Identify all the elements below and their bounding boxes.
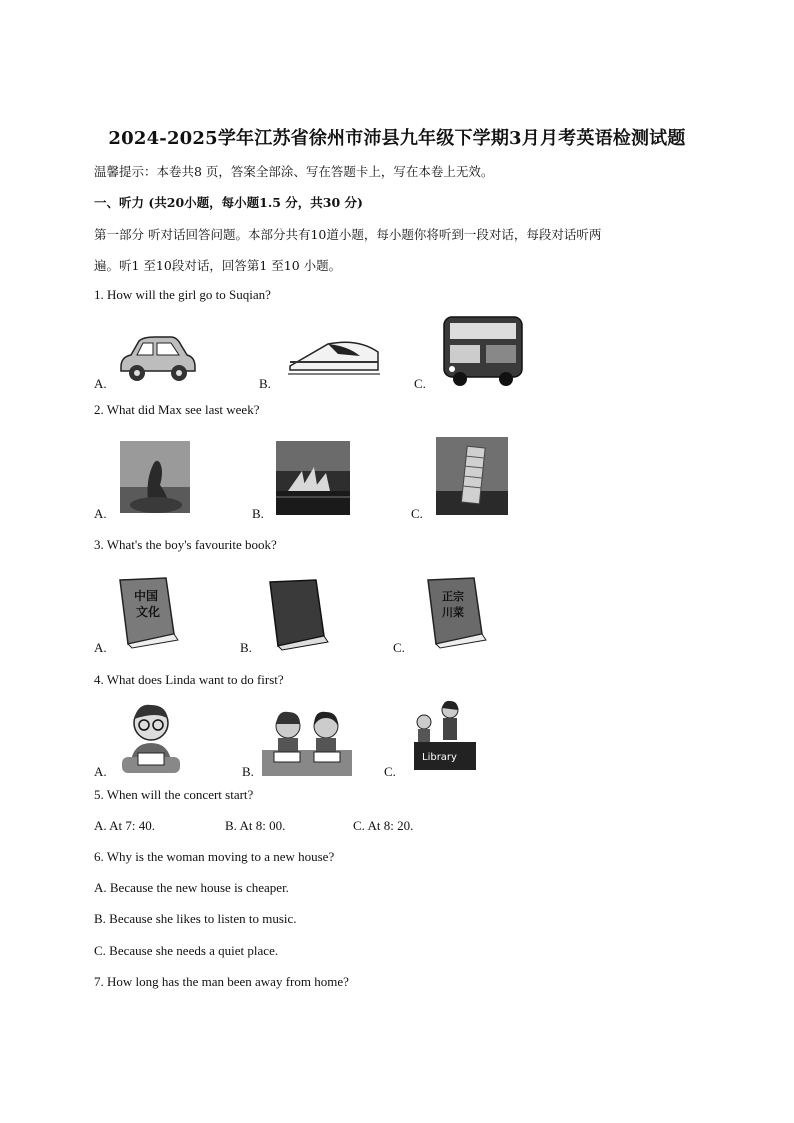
q6-option-a: A. Because the new house is cheaper.	[94, 880, 289, 895]
question-2: 2. What did Max see last week?	[94, 402, 260, 417]
train-icon	[288, 330, 380, 378]
q1-option-a-label: A.	[94, 376, 107, 391]
question-7: 7. How long has the man been away from home?	[94, 974, 349, 989]
svg-text:中国: 中国	[134, 589, 159, 603]
part1-instructions-line2: 遍。听1 至10段对话，回答第1 至10 小题。	[94, 258, 342, 273]
question-4: 4. What does Linda want to do first?	[94, 672, 284, 687]
section-heading-listening: 一、听力 (共20小题，每小题1.5 分，共30 分)	[94, 195, 363, 210]
page-title: 2024-2025学年江苏省徐州市沛县九年级下学期3月月考英语检测试题	[108, 128, 686, 149]
book-chinese-culture-icon	[112, 574, 182, 650]
question-3: 3. What's the boy's favourite book?	[94, 537, 277, 552]
q1-option-b-label: B.	[259, 376, 271, 391]
q2-option-c-label: C.	[411, 506, 423, 521]
statue-photo	[120, 441, 190, 513]
library-sign-text: Library	[422, 752, 457, 763]
q5-option-a: A. At 7: 40.	[94, 818, 156, 833]
book-dark-icon	[262, 576, 332, 652]
part1-instructions-line1: 第一部分 听对话回答问题。本部分共有10道小题，每小题你将听到一段对话，每段对话听两	[94, 227, 602, 242]
bus-icon	[440, 313, 526, 387]
car-icon	[115, 333, 197, 383]
q6-option-c: C. Because she needs a quiet place.	[94, 943, 279, 958]
svg-text:川菜: 川菜	[442, 606, 464, 619]
q2-option-b-label: B.	[252, 506, 264, 521]
q5-option-c: C. At 8: 20.	[353, 818, 414, 833]
kids-studying-icon	[262, 704, 352, 776]
q1-option-c-label: C.	[414, 376, 426, 391]
q3-option-b-label: B.	[240, 640, 252, 655]
question-6: 6. Why is the woman moving to a new house?	[94, 849, 335, 864]
q3-option-a-label: A.	[94, 640, 107, 655]
book-sichuan-cuisine-icon	[420, 574, 490, 650]
question-5: 5. When will the concert start?	[94, 787, 254, 802]
svg-text:文化: 文化	[136, 605, 161, 619]
exam-tip: 温馨提示：本卷共8 页，答案全部涂、写在答题卡上，写在本卷上无效。	[94, 164, 494, 179]
q4-option-c-label: C.	[384, 764, 396, 779]
q5-option-b: B. At 8: 00.	[225, 818, 286, 833]
opera-house-photo	[276, 441, 350, 515]
library-counter-icon	[410, 698, 478, 772]
q4-option-b-label: B.	[242, 764, 254, 779]
question-1: 1. How will the girl go to Suqian?	[94, 287, 271, 302]
q2-option-a-label: A.	[94, 506, 107, 521]
q6-option-b: B. Because she likes to listen to music.	[94, 911, 297, 926]
leaning-tower-photo	[436, 437, 508, 515]
q4-option-a-label: A.	[94, 764, 107, 779]
svg-text:正宗: 正宗	[442, 590, 464, 603]
q3-option-c-label: C.	[393, 640, 405, 655]
boy-reading-icon	[118, 701, 184, 775]
